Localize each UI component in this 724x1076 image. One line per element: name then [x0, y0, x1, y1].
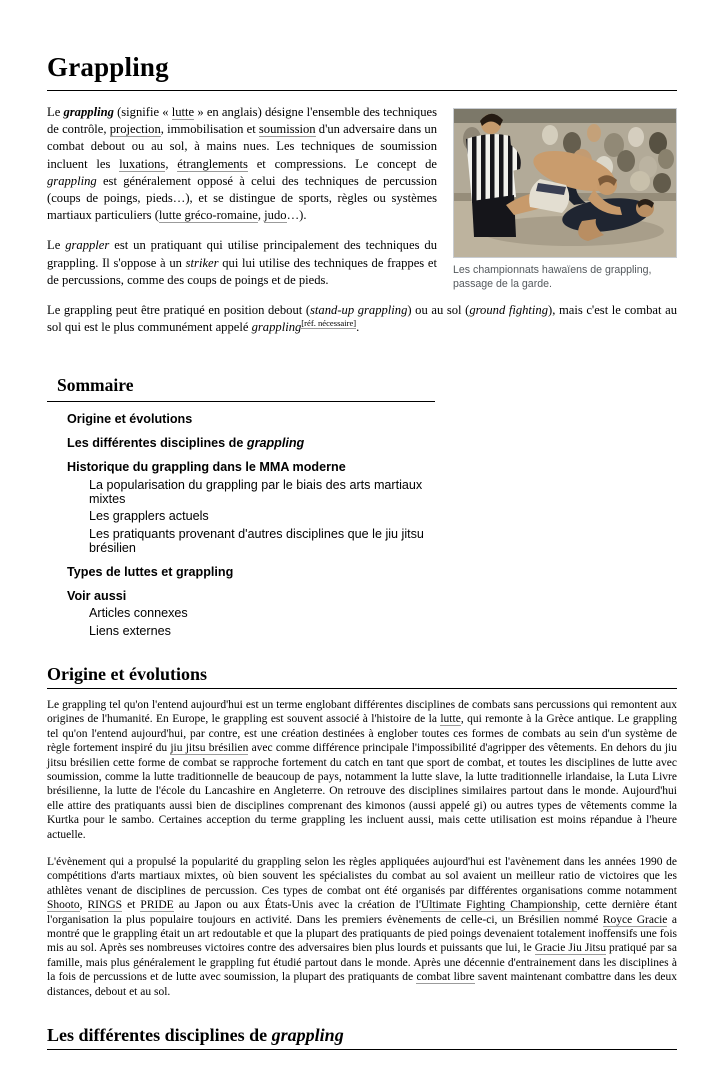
- sections: [47, 664, 677, 1050]
- wiki-link[interactable]: combat libre: [416, 971, 475, 984]
- text-span: pratiqué par sa famille, mais plus généralement le grappling fut étudié partout dans le monde. Après une décennie d'entrainement dans les disciplines à la fois de percussions et de lutte avec soumission, la plupart des pratiquants de: [47, 942, 678, 984]
- text-span: Le grappling peut être pratiqué en position debout (: [47, 303, 311, 318]
- text-span: Le: [47, 238, 66, 253]
- text-span: Le: [47, 105, 64, 119]
- text-span: grappling: [246, 436, 305, 451]
- text-span: Historique du grappling dans le MMA moderne: [67, 460, 346, 475]
- article-page: [0, 52, 724, 1050]
- toc-list: [47, 412, 435, 638]
- text-span: (signifie «: [113, 105, 172, 119]
- wiki-link[interactable]: Royce Gracie: [602, 913, 668, 926]
- section-heading: [47, 1025, 677, 1050]
- text-span: » en anglais) désigne l'ensemble des techniques de contrôle,: [47, 105, 437, 137]
- wiki-link[interactable]: lutte: [171, 105, 195, 119]
- text-span: Origine et évolutions: [67, 412, 193, 427]
- wiki-link[interactable]: lutte: [440, 713, 461, 726]
- wiki-link[interactable]: soumission: [258, 122, 316, 137]
- toc-item[interactable]: [67, 589, 435, 603]
- wiki-link[interactable]: judo: [264, 208, 287, 223]
- text-span: Liens externes: [89, 623, 171, 638]
- text-span: grappling: [251, 320, 302, 335]
- text-span: L'évènement qui a propulsé la popularité du grappling selon les règles appliquées aujourd'hui est l'avènement dans les années 1990 de compétitions d'arts martiaux mixtes, où bien souvent les spécialistes du combat au sol avaient un meilleur ratio de victoires que les athlètes venant de disciplines de percussion. Ces types de combat ont été organisés par différentes organisations comme notamment: [47, 856, 677, 897]
- text-span: ) ou au sol (: [407, 303, 470, 318]
- text-span: ,: [257, 208, 265, 223]
- text-span: ,: [79, 899, 88, 912]
- toc-title: Sommaire: [47, 375, 435, 402]
- text-span: au Japon ou aux États-Unis avec la création de l': [173, 899, 421, 912]
- section-heading: [47, 664, 677, 689]
- wiki-link[interactable]: lutte gréco-romaine: [158, 208, 258, 223]
- text-span: avec comme différence principale l'impossibilité d'agripper des vêtements. En dehors du jiu jitsu brésilien cette forme de combat se rapproche fortement du catch en tant que sport de combat, et toutes les disciplines de lutte avec soumission, comme la lutte traditionnelle de beaucoup de pays, notamment la lutte slave, la lutte traditionnelle irlandaise, la Luta Livre brésilienne, la lutte de l'école du Lancashire en Angleterre. On retrouve des disciplines similaires partout dans le monde. Aujourd'hui elle attire des pratiquants aussi bien de disciplines comprenant des kimonos (aussi appelé gi) ou autres types de vêtements comme la Kurtka pour le sambo. Certaines acception du terme grappling les incluent aussi, mais cette utilisation est moins répandue à l'heure actuelle.: [47, 742, 677, 841]
- text-span: ground fighting: [469, 303, 549, 318]
- text-span: Articles connexes: [89, 606, 188, 621]
- text-span: Origine et évolutions: [47, 663, 207, 684]
- article-figure: [453, 108, 677, 291]
- text-span: Types de luttes et grappling: [67, 564, 234, 579]
- text-span: grappling: [271, 1025, 344, 1046]
- wiki-link[interactable]: Ultimate Fighting Championship: [420, 899, 578, 912]
- text-span: , cette dernière étant l'organisation la plus populaire toujours en activité. Dans les premiers évènements de celle-ci, un Brésilien nommé: [47, 899, 678, 926]
- text-span: grappling: [63, 105, 114, 119]
- toc-item[interactable]: [89, 527, 435, 555]
- paragraph: [47, 302, 677, 336]
- text-span: qui lui utilise des techniques de frappes et de percussions, comme des coups de poings et de pieds.: [47, 255, 437, 287]
- text-span: d'un adversaire dans un combat debout ou au sol, à mains nues. Les techniques de soumission incluent les: [47, 122, 438, 171]
- text-span: La popularisation du grappling par le biais des arts martiaux mixtes: [89, 477, 423, 506]
- text-span: Les différentes disciplines de: [67, 436, 247, 451]
- ref-needed-link[interactable]: [réf. nécessaire]: [301, 318, 357, 329]
- text-span: Le grappling tel qu'on l'entend aujourd'hui est un terme englobant différentes disciplines de combats sans percussions qui remontent aux origines de l'humanité. En Europe, le grappling est souvent associé à l'histoire de la: [47, 698, 677, 726]
- wiki-link[interactable]: Gracie Jiu Jitsu: [534, 942, 606, 955]
- wiki-link[interactable]: RINGS: [87, 899, 123, 912]
- toc-item[interactable]: [89, 478, 435, 506]
- text-span: a montré que le grappling était un art redoutable et que la plupart des pratiquants de pied poings devenaient totalement inoffensifs une fois mis au sol. Après ses nombreuses victoires contre des adversaires bien plus lourds et puissants que lui, le: [47, 913, 677, 955]
- page-title: Grappling: [47, 52, 677, 91]
- text-span: savent maintenant combattre dans les deux distances, debout et au sol.: [47, 971, 677, 998]
- article-photo[interactable]: [453, 108, 677, 258]
- toc-item[interactable]: [89, 624, 435, 638]
- text-span: est généralement opposé à celui des techniques de percussion (coups de poings, pieds…), et se distingue de sports, règles ou systèmes martiaux particuliers (: [47, 173, 437, 223]
- text-span: striker: [185, 255, 219, 270]
- paragraph: [47, 698, 677, 842]
- figure-caption: Les championnats hawaïens de grappling, passage de la garde.: [453, 264, 652, 290]
- toc-item[interactable]: [67, 565, 435, 579]
- toc-item[interactable]: [89, 606, 435, 620]
- intro-section: [47, 104, 677, 349]
- text-span: Les pratiquants provenant d'autres disciplines que le jiu jitsu brésilien: [89, 526, 424, 555]
- text-span: grappling: [47, 173, 97, 188]
- text-span: est un pratiquant qui utilise principalement des techniques du grappling. Il s'oppose à un: [47, 238, 437, 270]
- wiki-link[interactable]: projection: [109, 122, 161, 137]
- text-span: …).: [286, 208, 307, 223]
- text-span: Les différentes disciplines de: [47, 1025, 272, 1046]
- wiki-link[interactable]: PRIDE: [140, 899, 174, 912]
- text-span: et: [122, 899, 141, 912]
- toc-item[interactable]: [67, 436, 435, 450]
- table-of-contents: [47, 375, 435, 638]
- text-span: Les grapplers actuels: [89, 509, 209, 524]
- toc-item[interactable]: [67, 460, 435, 474]
- text-span: Voir aussi: [67, 588, 127, 603]
- wiki-link[interactable]: Shooto: [47, 899, 80, 912]
- reference-superscript: [301, 318, 356, 329]
- paragraph: [47, 855, 677, 999]
- text-span: , immobilisation et: [160, 122, 259, 137]
- toc-item[interactable]: [89, 509, 435, 523]
- wiki-link[interactable]: jiu jitsu brésilien: [170, 742, 249, 755]
- wiki-link[interactable]: étranglements: [177, 156, 248, 171]
- text-span: ,: [165, 156, 178, 171]
- toc-item[interactable]: [67, 412, 435, 426]
- text-span: et compressions. Le concept de: [247, 156, 438, 171]
- text-span: .: [356, 320, 360, 335]
- text-span: stand-up grappling: [310, 303, 408, 318]
- grappling-match-photo: [454, 109, 676, 257]
- wiki-link[interactable]: luxations: [119, 156, 166, 171]
- text-span: , qui remonte à la Grèce antique. Le grappling tel qu'on l'entend aujourd'hui, par contre, est une création destinées à englober toutes ces formes de combats au sein d'un système de règle fortement inspiré du: [47, 713, 677, 755]
- text-span: grappler: [65, 238, 110, 253]
- text-span: ), mais c'est le combat au sol qui est le plus communément appelé: [47, 303, 678, 335]
